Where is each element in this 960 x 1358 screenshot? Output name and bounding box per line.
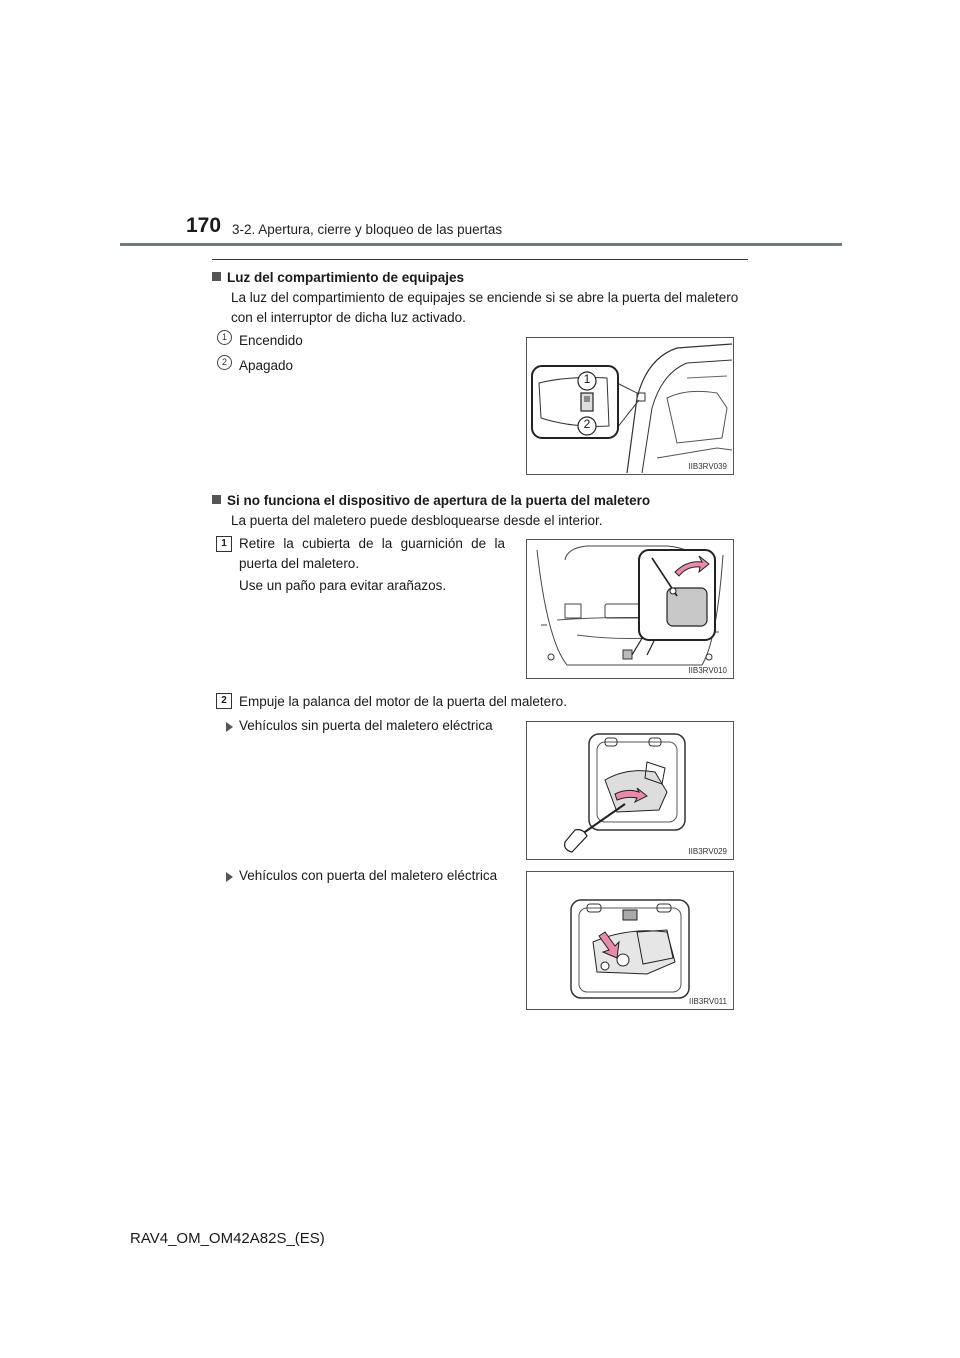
step1-text <box>239 534 505 574</box>
figure-trim-cover <box>526 539 734 679</box>
figure-code-010: IIB3RV010 <box>688 666 727 675</box>
figure-luggage-light <box>526 337 734 475</box>
figure-lever-power <box>526 871 734 1010</box>
luz-paragraph <box>231 288 751 328</box>
step-number-2: 2 <box>216 693 232 709</box>
heading-luz-text: Luz del compartimiento de equipajes <box>227 270 465 285</box>
item-label-encendido: Encendido <box>239 333 303 348</box>
step1-line1: Retire la cubierta de la guarnición de la <box>239 536 505 551</box>
page-number: 170 <box>186 214 222 237</box>
luggage-light-illustration <box>527 338 733 474</box>
fallo-paragraph: La puerta del maletero puede desbloquearse desde el interior. <box>231 513 603 528</box>
variant1-label: Vehículos sin puerta del maletero eléctrica <box>239 718 493 733</box>
item-number-2: 2 <box>217 355 232 370</box>
callout-1: 1 <box>583 372 591 386</box>
luz-text-line2: con el interruptor de dicha luz activado. <box>231 310 466 325</box>
callout-2: 2 <box>583 417 591 431</box>
step2-text: Empuje la palanca del motor de la puerta del maletero. <box>239 694 567 709</box>
figure-code-029: IIB3RV029 <box>688 847 727 856</box>
variant2-label: Vehículos con puerta del maletero eléctrica <box>239 868 498 883</box>
section-title: 3-2. Apertura, cierre y bloqueo de las puertas <box>232 222 503 237</box>
content-rule <box>212 259 748 260</box>
square-bullet-icon <box>212 495 221 504</box>
figure-code-011: IIB3RV011 <box>689 997 727 1006</box>
item-label-apagado: Apagado <box>239 358 294 373</box>
footer-document-code: RAV4_OM_OM42A82S_(ES) <box>130 1230 325 1247</box>
luz-text-line1: La luz del compartimiento de equipajes se enciende si se abre la puerta del maletero <box>231 290 739 305</box>
lever-manual-illustration <box>527 722 733 859</box>
variant-arrow-icon <box>226 722 233 732</box>
heading-fallo <box>212 493 650 508</box>
lever-power-illustration <box>527 872 733 1009</box>
header-rule <box>120 243 842 246</box>
variant-arrow-icon <box>226 872 233 882</box>
step1-note: Use un paño para evitar arañazos. <box>239 578 447 593</box>
square-bullet-icon <box>212 272 221 281</box>
item-number-1: 1 <box>217 330 232 345</box>
step-number-1: 1 <box>216 536 232 552</box>
heading-fallo-text: Si no funciona el dispositivo de apertura de la puerta del maletero <box>227 493 651 508</box>
trim-cover-illustration <box>527 540 733 678</box>
heading-luz <box>212 270 464 285</box>
step1-line2: puerta del maletero. <box>239 556 360 571</box>
figure-lever-manual <box>526 721 734 860</box>
figure-code-039: IIB3RV039 <box>688 462 727 471</box>
